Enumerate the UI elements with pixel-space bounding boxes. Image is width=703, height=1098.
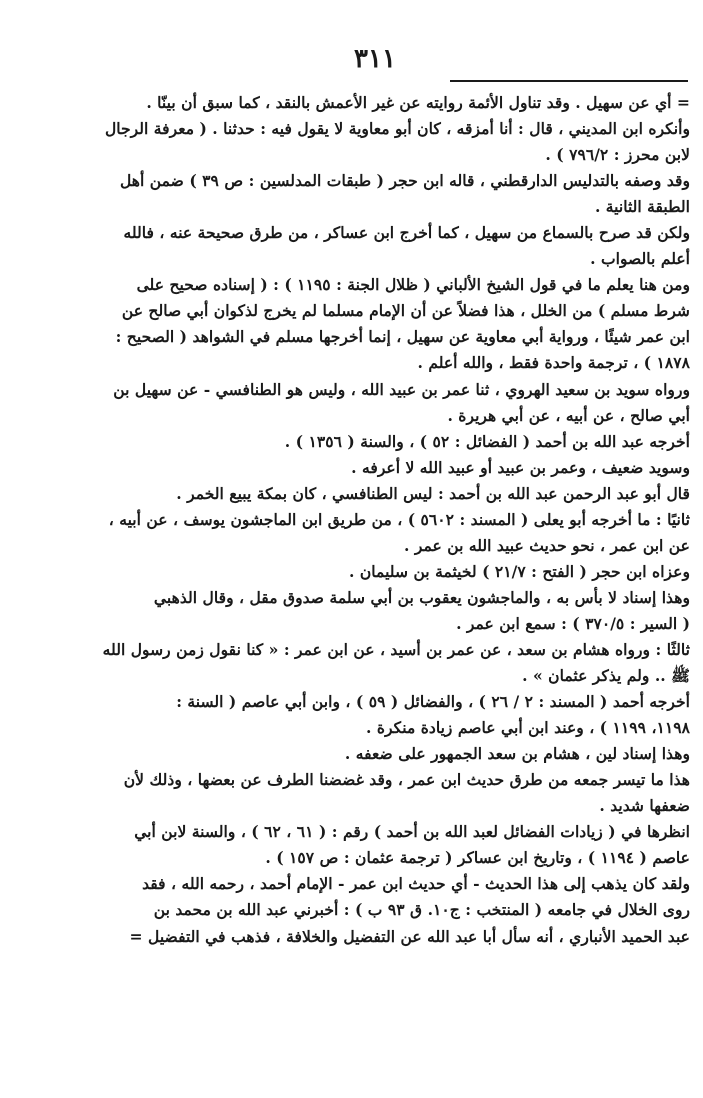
text-line: ومن هنا يعلم ما في قول الشيخ الألباني ( ظلال الجنة : ١١٩٥ ) : ( إسناده صحيح على xyxy=(136,275,690,295)
text-line: انظرها في ( زيادات الفضائل لعبد الله بن أحمد ) رقم : ( ٦١ ، ٦٢ ) ، والسنة لابن أبي xyxy=(134,822,690,842)
text-line: وسويد ضعيف ، وعمر بن عبيد أو عبيد الله لا أعرفه . xyxy=(351,457,690,477)
text-line: عن ابن عمر ، نحو حديث عبيد الله بن عمر . xyxy=(404,535,690,555)
text-line: أخرجه عبد الله بن أحمد ( الفضائل : ٥٢ ) ، والسنة ( ١٣٥٦ ) . xyxy=(284,431,690,451)
text-line: ١٨٧٨ ) ، ترجمة واحدة فقط ، والله أعلم . xyxy=(417,353,690,373)
text-line: شرط مسلم ) من الخلل ، هذا فضلاً عن أن الإمام مسلما لم يخرج لذكوان أبي صالح عن xyxy=(121,301,690,321)
body-text xyxy=(62,90,690,950)
text-line: أخرجه أحمد ( المسند : ٢ / ٢٦ ) ، والفضائل ( ٥٩ ) ، وابن أبي عاصم ( السنة : xyxy=(176,692,690,712)
page-number: ٣١١ xyxy=(354,44,396,74)
text-line: ثالثًا : ورواه هشام بن سعد ، عن عمر بن أسيد ، عن ابن عمر : « كنا نقول زمن رسول الله xyxy=(102,639,690,659)
text-line: ابن عمر شيئًا ، ورواية أبي معاوية عن سهيل ، إنما أخرجها مسلم في الشواهد ( الصحيح : xyxy=(115,327,690,347)
text-line: = أي عن سهيل . وقد تناول الأئمة روايته عن غير الأعمش بالنقد ، كما سبق أن بينّا . xyxy=(146,93,690,112)
text-line: أعلم بالصواب . xyxy=(590,249,690,269)
text-line: ضعفها شديد . xyxy=(599,796,690,816)
text-line: وأنكره ابن المديني ، قال : أنا أمزقه ، كان أبو معاوية لا يقول فيه : حدثنا . ( معرفة الرجال xyxy=(104,119,690,139)
text-line: ثانيًا : ما أخرجه أبو يعلى ( المسند : ٥٦٠٢ ) ، من طريق ابن الماجشون يوسف ، عن أبيه ، xyxy=(108,509,690,529)
text-line: لابن محرز : ٧٩٦/٢ ) . xyxy=(545,145,690,165)
text-line: هذا ما تيسر جمعه من طرق حديث ابن عمر ، وقد غضضنا الطرف عن بعضها ، وذلك لأن xyxy=(123,770,690,790)
text-line: أبي صالح ، عن أبيه ، عن أبي هريرة . xyxy=(447,405,690,425)
text-line: وقد وصفه بالتدليس الدارقطني ، قاله ابن حجر ( طبقات المدلسين : ص ٣٩ ) ضمن أهل xyxy=(119,171,690,191)
text-line: عبد الحميد الأنباري ، أنه سأل أبا عبد الله عن التفضيل والخلافة ، فذهب في التفضيل = xyxy=(129,926,690,946)
text-line: وهذا إسناد لا بأس به ، والماجشون يعقوب بن أبي سلمة صدوق مقل ، وقال الذهبي xyxy=(153,587,690,607)
text-line: وعزاه ابن حجر ( الفتح : ٢١/٧ ) لخيثمة بن سليمان . xyxy=(349,561,690,581)
text-line: ( السير : ٣٧٠/٥ ) : سمع ابن عمر . xyxy=(456,613,690,633)
text-line: ولقد كان يذهب إلى هذا الحديث - أي حديث ابن عمر - الإمام أحمد ، رحمه الله ، فقد xyxy=(142,874,690,894)
text-line: قال أبو عبد الرحمن عبد الله بن أحمد : ليس الطنافسي ، كان بمكة يبيع الخمر . xyxy=(176,483,690,503)
text-line: وهذا إسناد لين ، هشام بن سعد الجمهور على ضعفه . xyxy=(344,744,690,764)
text-line: روى الخلال في جامعه ( المنتخب : ج١٠. ق ٩٣ ب ) : أخبرني عبد الله بن محمد بن xyxy=(153,900,690,920)
text-line: عاصم ( ١١٩٤ ) ، وتاريخ ابن عساكر ( ترجمة عثمان : ص ١٥٧ ) . xyxy=(265,848,690,868)
text-line: ١١٩٨، ١١٩٩ ) ، وعند ابن أبي عاصم زيادة منكرة . xyxy=(366,718,690,738)
text-line: ورواه سويد بن سعيد الهروي ، ثنا عمر بن عبيد الله ، وليس هو الطنافسي - عن سهيل بن xyxy=(113,379,690,399)
text-line: الطبقة الثانية . xyxy=(594,197,690,217)
text-line: ﷺ .. ولم يذكر عثمان » . xyxy=(522,666,690,686)
header-rule xyxy=(450,80,688,82)
text-line: ولكن قد صرح بالسماع من سهيل ، كما أخرج ابن عساكر ، من طرق صحيحة عنه ، فالله xyxy=(123,223,690,243)
